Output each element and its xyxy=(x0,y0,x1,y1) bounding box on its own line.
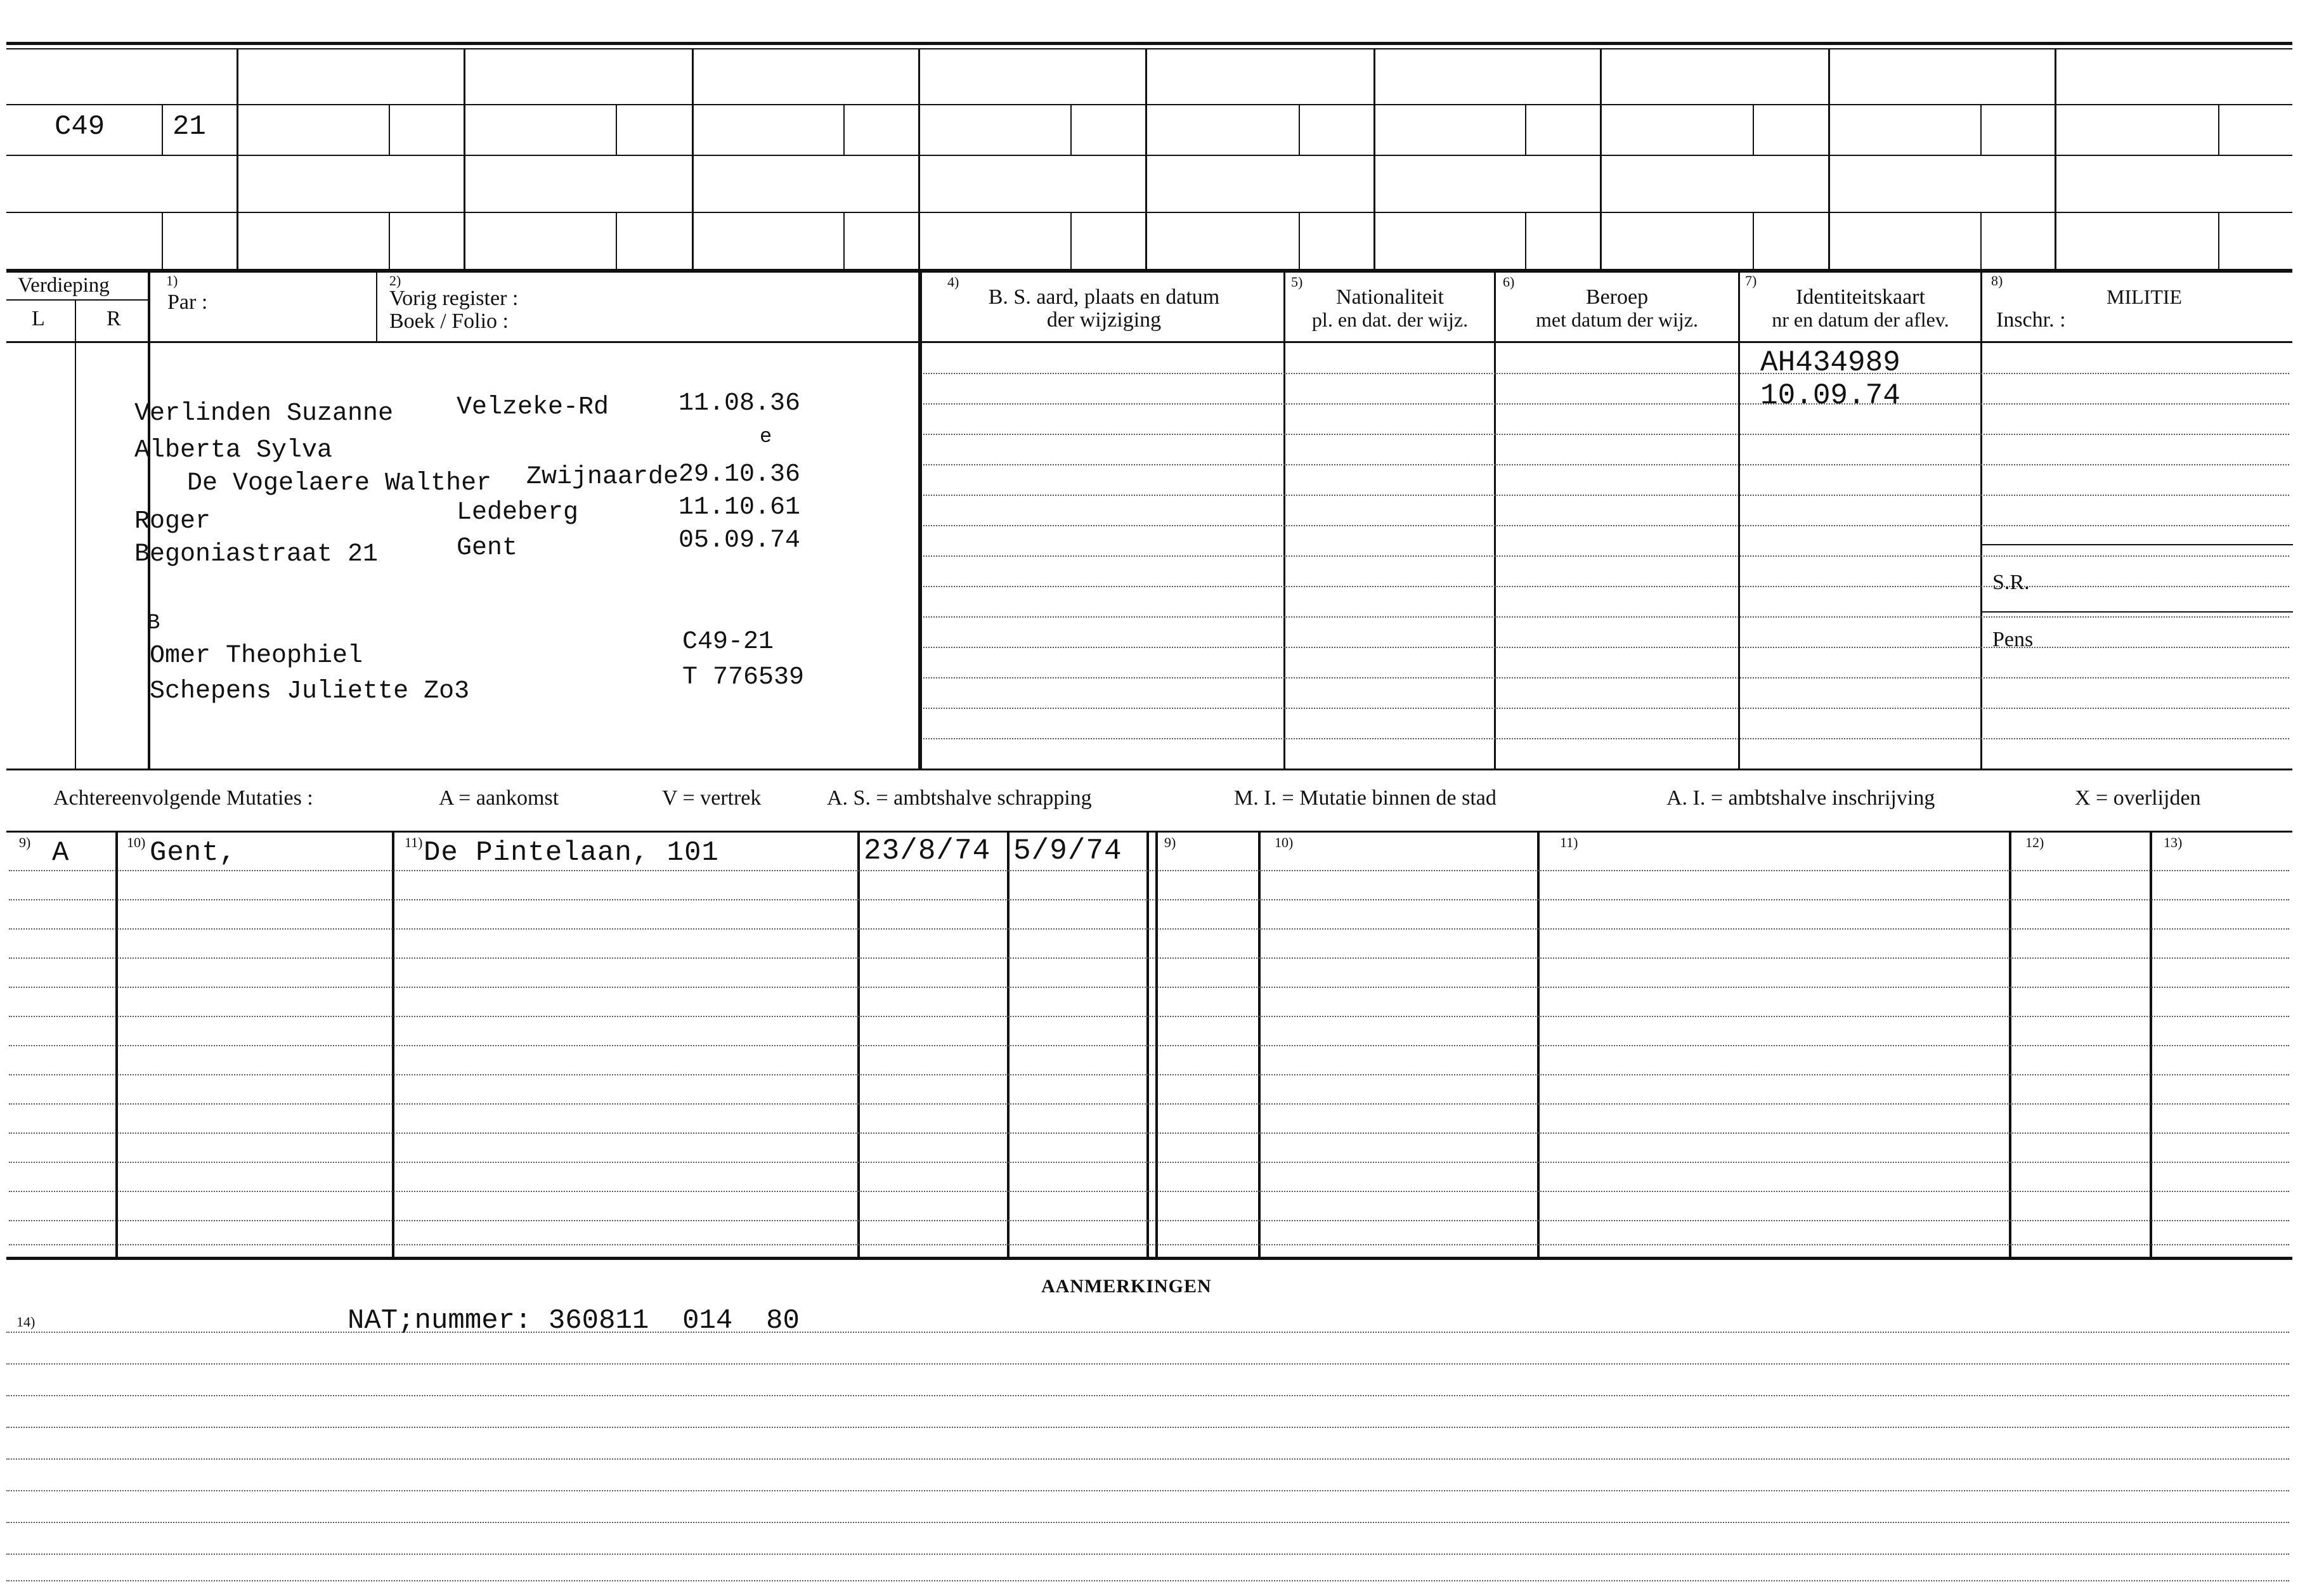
person-line6-ref: C49-21 xyxy=(682,628,774,656)
legend-a: A = aankomst xyxy=(439,786,559,810)
person-line4-name: Roger xyxy=(134,507,211,536)
mut-num-12: 12) xyxy=(2025,834,2044,850)
person-line6-name: Omer Theophiel xyxy=(150,642,363,670)
legend-mi: M. I. = Mutatie binnen de stad xyxy=(1234,786,1497,810)
person-line4-date: 11.10.61 xyxy=(679,493,801,522)
h4-line2: der wijziging xyxy=(1046,308,1162,332)
person-line3-place: Zwijnaarde xyxy=(526,463,679,491)
h5-num: 5) xyxy=(1291,274,1303,290)
h8-militie: MILITIE xyxy=(2107,285,2183,308)
h1-num: 1) xyxy=(166,273,178,289)
h2-boek-folio: Boek / Folio : xyxy=(389,309,509,333)
remarks-num: 14) xyxy=(16,1314,36,1330)
mut-num-11b: 11) xyxy=(1560,834,1578,850)
mut-num-10b: 10) xyxy=(1275,834,1294,850)
mut-num-9b: 9) xyxy=(1164,834,1176,850)
h4-line1: B. S. aard, plaats en datum xyxy=(988,285,1220,309)
id-card-date: 10.09.74 xyxy=(1760,379,1900,412)
legend-x: X = overlijden xyxy=(2075,786,2201,810)
person-line1-name: Verlinden Suzanne xyxy=(134,399,394,428)
h2-num: 2) xyxy=(389,273,401,289)
person-line1-date: 11.08.36 xyxy=(679,389,801,418)
mut-num-10: 10) xyxy=(127,834,146,850)
legend-as: A. S. = ambtshalve schrapping xyxy=(827,786,1092,810)
header-r: R xyxy=(107,307,121,330)
h7-num: 7) xyxy=(1745,273,1757,289)
mut-num-11: 11) xyxy=(405,834,423,850)
h8-num: 8) xyxy=(1991,273,2003,289)
mutation-date1: 23/8/74 xyxy=(864,834,991,867)
mut-num-9: 9) xyxy=(19,834,31,850)
sr-label: S.R. xyxy=(1992,571,2030,594)
person-line5-date: 05.09.74 xyxy=(679,526,801,555)
person-line7-name: Schepens Juliette Zo3 xyxy=(150,677,470,706)
person-line1-place: Velzeke-Rd xyxy=(457,393,609,422)
h2-vorig-register: Vorig register : xyxy=(389,287,519,310)
person-line4-place: Ledeberg xyxy=(457,498,579,527)
person-line5-name: Begoniastraat 21 xyxy=(134,540,379,569)
pens-label: Pens xyxy=(1992,628,2034,651)
mutation-address: De Pintelaan, 101 xyxy=(424,837,719,869)
legend-title: Achtereenvolgende Mutaties : xyxy=(53,786,313,810)
top-number: 21 xyxy=(172,111,206,143)
person-line3-date: 29.10.36 xyxy=(679,460,801,489)
h5-line1: Nationaliteit xyxy=(1336,285,1444,309)
id-card-number: AH434989 xyxy=(1760,346,1900,379)
h5-line2: pl. en dat. der wijz. xyxy=(1311,308,1469,331)
person-line2: Alberta Sylva xyxy=(134,436,333,465)
h8-inschr: Inschr. : xyxy=(1996,308,2066,332)
h6-num: 6) xyxy=(1503,274,1515,290)
h7-line2: nr en datum der aflev. xyxy=(1772,308,1949,331)
header-l: L xyxy=(32,307,45,330)
h1-par: Par : xyxy=(167,290,208,314)
person-line7-ref: T 776539 xyxy=(682,663,805,692)
person-line3-name: De Vogelaere Walther xyxy=(187,469,492,498)
person-line5-place: Gent xyxy=(457,534,518,562)
remarks-title: AANMERKINGEN xyxy=(1041,1276,1212,1297)
mut-num-13: 13) xyxy=(2164,834,2183,850)
h4-num: 4) xyxy=(947,274,959,290)
mark-b: B xyxy=(147,611,160,635)
h6-line2: met datum der wijz. xyxy=(1536,308,1698,331)
legend-ai: A. I. = ambtshalve inschrijving xyxy=(1666,786,1935,810)
h7-line1: Identiteitskaart xyxy=(1796,285,1925,309)
mutation-date2: 5/9/74 xyxy=(1013,834,1122,867)
header-verdieping: Verdieping xyxy=(18,274,110,297)
top-code: C49 xyxy=(55,111,105,143)
legend-v: V = vertrek xyxy=(662,786,762,810)
mark-e: e xyxy=(760,425,772,448)
remarks-text: NAT;nummer: 360811 014 80 xyxy=(347,1305,800,1337)
mutation-city: Gent, xyxy=(150,837,237,869)
h6-line1: Beroep xyxy=(1585,285,1649,309)
mutation-type: A xyxy=(52,837,70,869)
